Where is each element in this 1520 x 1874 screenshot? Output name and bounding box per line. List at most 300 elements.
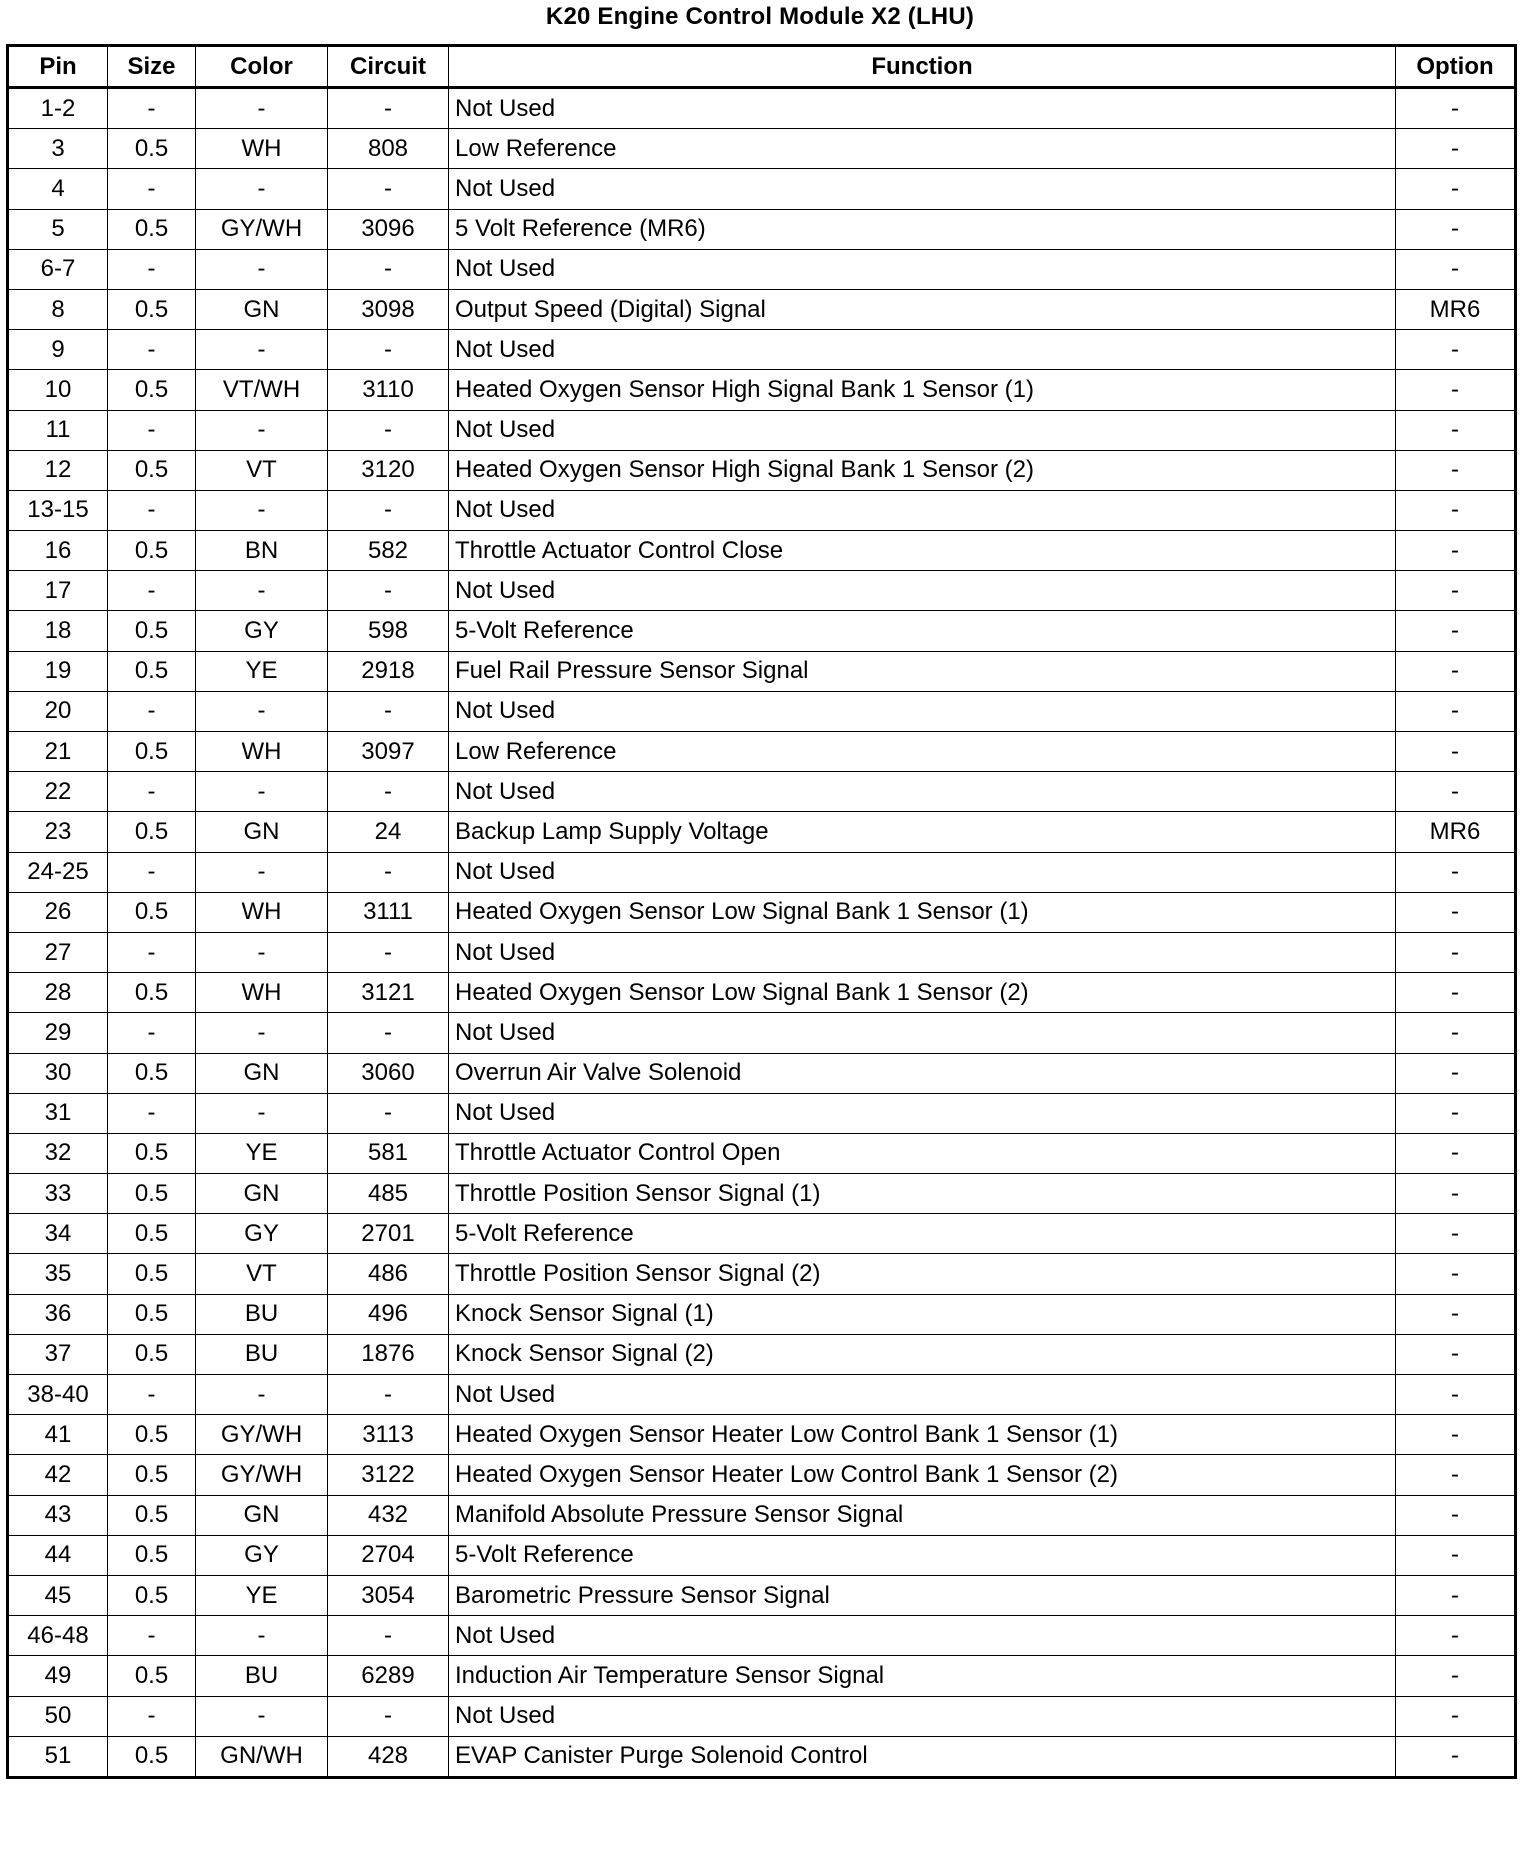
column-header-circuit: Circuit — [328, 46, 449, 88]
cell-size: 0.5 — [108, 1334, 196, 1374]
cell-pin: 28 — [8, 973, 108, 1013]
cell-option: - — [1396, 88, 1516, 129]
cell-circuit: - — [328, 852, 449, 892]
cell-pin: 4 — [8, 169, 108, 209]
cell-circuit: 2701 — [328, 1214, 449, 1254]
cell-circuit: 581 — [328, 1133, 449, 1173]
cell-circuit: 3122 — [328, 1455, 449, 1495]
cell-function: Heated Oxygen Sensor Low Signal Bank 1 Sensor (1) — [449, 892, 1396, 932]
cell-circuit: 3110 — [328, 370, 449, 410]
cell-color: GY — [196, 1535, 328, 1575]
cell-pin: 3 — [8, 129, 108, 169]
cell-size: 0.5 — [108, 651, 196, 691]
cell-size: 0.5 — [108, 1415, 196, 1455]
cell-pin: 31 — [8, 1093, 108, 1133]
cell-function: Not Used — [449, 88, 1396, 129]
cell-color: VT/WH — [196, 370, 328, 410]
cell-circuit: 3121 — [328, 973, 449, 1013]
cell-function: Throttle Position Sensor Signal (2) — [449, 1254, 1396, 1294]
cell-circuit: - — [328, 1375, 449, 1415]
table-row — [8, 1656, 1516, 1696]
table-header-row — [8, 46, 1516, 88]
table-row — [8, 892, 1516, 932]
cell-size: 0.5 — [108, 209, 196, 249]
table-row — [8, 1495, 1516, 1535]
cell-size: 0.5 — [108, 370, 196, 410]
cell-pin: 1-2 — [8, 88, 108, 129]
cell-function: Not Used — [449, 1616, 1396, 1656]
cell-function: Not Used — [449, 330, 1396, 370]
table-row — [8, 88, 1516, 129]
table-row — [8, 1254, 1516, 1294]
table-row — [8, 1053, 1516, 1093]
cell-color: GY/WH — [196, 1455, 328, 1495]
cell-color: GN — [196, 812, 328, 852]
cell-circuit: - — [328, 1013, 449, 1053]
table-row — [8, 812, 1516, 852]
cell-pin: 36 — [8, 1294, 108, 1334]
cell-function: Knock Sensor Signal (1) — [449, 1294, 1396, 1334]
cell-size: - — [108, 490, 196, 530]
cell-circuit: 3054 — [328, 1575, 449, 1615]
cell-function: Not Used — [449, 249, 1396, 289]
cell-color: BN — [196, 531, 328, 571]
table-row — [8, 611, 1516, 651]
table-row — [8, 330, 1516, 370]
cell-size: 0.5 — [108, 1254, 196, 1294]
table-row — [8, 571, 1516, 611]
cell-size: - — [108, 88, 196, 129]
cell-circuit: 24 — [328, 812, 449, 852]
cell-pin: 38-40 — [8, 1375, 108, 1415]
cell-option: MR6 — [1396, 289, 1516, 329]
cell-size: - — [108, 1013, 196, 1053]
cell-color: WH — [196, 732, 328, 772]
cell-pin: 19 — [8, 651, 108, 691]
cell-option: - — [1396, 852, 1516, 892]
cell-pin: 9 — [8, 330, 108, 370]
cell-size: 0.5 — [108, 1174, 196, 1214]
cell-function: Not Used — [449, 1696, 1396, 1736]
cell-size: - — [108, 1696, 196, 1736]
cell-size: 0.5 — [108, 1455, 196, 1495]
cell-color: YE — [196, 1575, 328, 1615]
cell-circuit: 3097 — [328, 732, 449, 772]
cell-pin: 44 — [8, 1535, 108, 1575]
cell-color: GY — [196, 611, 328, 651]
cell-circuit: - — [328, 410, 449, 450]
cell-pin: 5 — [8, 209, 108, 249]
cell-size: 0.5 — [108, 1133, 196, 1173]
cell-option: - — [1396, 611, 1516, 651]
column-header-option: Option — [1396, 46, 1516, 88]
table-row — [8, 651, 1516, 691]
cell-color: - — [196, 1093, 328, 1133]
cell-option: - — [1396, 1375, 1516, 1415]
table-row — [8, 973, 1516, 1013]
cell-function: EVAP Canister Purge Solenoid Control — [449, 1736, 1396, 1777]
cell-pin: 8 — [8, 289, 108, 329]
cell-size: - — [108, 1616, 196, 1656]
cell-color: - — [196, 249, 328, 289]
table-row — [8, 932, 1516, 972]
cell-size: - — [108, 249, 196, 289]
cell-size: - — [108, 330, 196, 370]
table-row — [8, 1415, 1516, 1455]
cell-function: Not Used — [449, 691, 1396, 731]
column-header-color: Color — [196, 46, 328, 88]
table-row — [8, 1133, 1516, 1173]
cell-function: 5-Volt Reference — [449, 1214, 1396, 1254]
cell-option: - — [1396, 1455, 1516, 1495]
cell-circuit: 1876 — [328, 1334, 449, 1374]
cell-size: - — [108, 571, 196, 611]
cell-circuit: 3098 — [328, 289, 449, 329]
cell-pin: 51 — [8, 1736, 108, 1777]
table-row — [8, 289, 1516, 329]
cell-pin: 30 — [8, 1053, 108, 1093]
cell-option: MR6 — [1396, 812, 1516, 852]
cell-function: Barometric Pressure Sensor Signal — [449, 1575, 1396, 1615]
cell-option: - — [1396, 1214, 1516, 1254]
cell-pin: 20 — [8, 691, 108, 731]
table-row — [8, 1214, 1516, 1254]
table-row — [8, 370, 1516, 410]
cell-circuit: 3060 — [328, 1053, 449, 1093]
cell-function: Heated Oxygen Sensor Heater Low Control Bank 1 Sensor (1) — [449, 1415, 1396, 1455]
cell-circuit: - — [328, 88, 449, 129]
cell-option: - — [1396, 932, 1516, 972]
cell-size: 0.5 — [108, 129, 196, 169]
cell-function: Throttle Actuator Control Open — [449, 1133, 1396, 1173]
cell-color: GN — [196, 1495, 328, 1535]
cell-option: - — [1396, 1294, 1516, 1334]
table-row — [8, 1174, 1516, 1214]
cell-function: Heated Oxygen Sensor High Signal Bank 1 Sensor (1) — [449, 370, 1396, 410]
table-row — [8, 1616, 1516, 1656]
table-row — [8, 129, 1516, 169]
cell-circuit: - — [328, 932, 449, 972]
cell-pin: 11 — [8, 410, 108, 450]
cell-option: - — [1396, 450, 1516, 490]
table-row — [8, 852, 1516, 892]
cell-option: - — [1396, 1535, 1516, 1575]
cell-option: - — [1396, 370, 1516, 410]
cell-circuit: 2704 — [328, 1535, 449, 1575]
cell-pin: 33 — [8, 1174, 108, 1214]
cell-circuit: 496 — [328, 1294, 449, 1334]
cell-size: 0.5 — [108, 1053, 196, 1093]
cell-pin: 6-7 — [8, 249, 108, 289]
cell-pin: 42 — [8, 1455, 108, 1495]
cell-size: - — [108, 852, 196, 892]
cell-circuit: - — [328, 571, 449, 611]
cell-pin: 21 — [8, 732, 108, 772]
cell-size: - — [108, 169, 196, 209]
cell-color: - — [196, 169, 328, 209]
cell-option: - — [1396, 973, 1516, 1013]
column-header-size: Size — [108, 46, 196, 88]
cell-option: - — [1396, 410, 1516, 450]
cell-function: Manifold Absolute Pressure Sensor Signal — [449, 1495, 1396, 1535]
cell-pin: 29 — [8, 1013, 108, 1053]
cell-circuit: 486 — [328, 1254, 449, 1294]
cell-circuit: 6289 — [328, 1656, 449, 1696]
cell-function: Not Used — [449, 932, 1396, 972]
cell-option: - — [1396, 1013, 1516, 1053]
cell-pin: 24-25 — [8, 852, 108, 892]
cell-size: 0.5 — [108, 531, 196, 571]
cell-circuit: 3096 — [328, 209, 449, 249]
cell-circuit: - — [328, 249, 449, 289]
cell-option: - — [1396, 209, 1516, 249]
cell-color: YE — [196, 651, 328, 691]
cell-circuit: - — [328, 490, 449, 530]
cell-color: VT — [196, 450, 328, 490]
cell-color: GN — [196, 1174, 328, 1214]
cell-option: - — [1396, 892, 1516, 932]
cell-function: Not Used — [449, 410, 1396, 450]
cell-color: WH — [196, 973, 328, 1013]
cell-option: - — [1396, 571, 1516, 611]
cell-option: - — [1396, 129, 1516, 169]
cell-pin: 13-15 — [8, 490, 108, 530]
cell-pin: 10 — [8, 370, 108, 410]
cell-size: 0.5 — [108, 892, 196, 932]
cell-color: GY/WH — [196, 1415, 328, 1455]
cell-circuit: - — [328, 1093, 449, 1133]
cell-size: - — [108, 691, 196, 731]
cell-color: - — [196, 772, 328, 812]
cell-size: 0.5 — [108, 1495, 196, 1535]
cell-color: GY — [196, 1214, 328, 1254]
cell-function: 5 Volt Reference (MR6) — [449, 209, 1396, 249]
table-row — [8, 772, 1516, 812]
cell-circuit: 3120 — [328, 450, 449, 490]
cell-color: - — [196, 571, 328, 611]
cell-pin: 34 — [8, 1214, 108, 1254]
cell-circuit: 582 — [328, 531, 449, 571]
table-row — [8, 1455, 1516, 1495]
cell-color: - — [196, 88, 328, 129]
cell-color: - — [196, 1375, 328, 1415]
cell-option: - — [1396, 1415, 1516, 1455]
cell-pin: 23 — [8, 812, 108, 852]
cell-function: Throttle Actuator Control Close — [449, 531, 1396, 571]
cell-circuit: 2918 — [328, 651, 449, 691]
cell-option: - — [1396, 1133, 1516, 1173]
cell-size: 0.5 — [108, 732, 196, 772]
cell-circuit: 3111 — [328, 892, 449, 932]
table-row — [8, 1736, 1516, 1777]
cell-circuit: - — [328, 1616, 449, 1656]
table-row — [8, 1696, 1516, 1736]
cell-color: BU — [196, 1334, 328, 1374]
cell-circuit: - — [328, 169, 449, 209]
table-row — [8, 732, 1516, 772]
cell-option: - — [1396, 772, 1516, 812]
cell-option: - — [1396, 691, 1516, 731]
cell-circuit: - — [328, 772, 449, 812]
table-body — [8, 88, 1516, 1778]
cell-function: Low Reference — [449, 129, 1396, 169]
table-row — [8, 490, 1516, 530]
cell-size: 0.5 — [108, 973, 196, 1013]
cell-color: - — [196, 330, 328, 370]
cell-color: - — [196, 691, 328, 731]
cell-function: 5-Volt Reference — [449, 1535, 1396, 1575]
cell-option: - — [1396, 1736, 1516, 1777]
cell-color: - — [196, 1013, 328, 1053]
table-row — [8, 1375, 1516, 1415]
cell-pin: 37 — [8, 1334, 108, 1374]
cell-option: - — [1396, 1495, 1516, 1535]
cell-pin: 50 — [8, 1696, 108, 1736]
cell-circuit: 3113 — [328, 1415, 449, 1455]
cell-pin: 16 — [8, 531, 108, 571]
cell-function: Not Used — [449, 1375, 1396, 1415]
cell-color: - — [196, 490, 328, 530]
table-row — [8, 691, 1516, 731]
cell-circuit: 598 — [328, 611, 449, 651]
cell-color: - — [196, 852, 328, 892]
table-row — [8, 1013, 1516, 1053]
cell-option: - — [1396, 1093, 1516, 1133]
table-row — [8, 1334, 1516, 1374]
cell-option: - — [1396, 490, 1516, 530]
cell-option: - — [1396, 1254, 1516, 1294]
cell-size: - — [108, 772, 196, 812]
table-row — [8, 531, 1516, 571]
cell-function: Throttle Position Sensor Signal (1) — [449, 1174, 1396, 1214]
cell-size: 0.5 — [108, 1736, 196, 1777]
table-row — [8, 249, 1516, 289]
cell-size: 0.5 — [108, 1535, 196, 1575]
cell-color: GN — [196, 1053, 328, 1093]
cell-function: Not Used — [449, 852, 1396, 892]
cell-size: - — [108, 932, 196, 972]
cell-pin: 46-48 — [8, 1616, 108, 1656]
cell-option: - — [1396, 1174, 1516, 1214]
cell-pin: 49 — [8, 1656, 108, 1696]
cell-pin: 27 — [8, 932, 108, 972]
cell-option: - — [1396, 531, 1516, 571]
cell-pin: 35 — [8, 1254, 108, 1294]
cell-circuit: 485 — [328, 1174, 449, 1214]
cell-function: Not Used — [449, 1093, 1396, 1133]
cell-pin: 41 — [8, 1415, 108, 1455]
cell-function: Not Used — [449, 169, 1396, 209]
cell-function: Knock Sensor Signal (2) — [449, 1334, 1396, 1374]
cell-function: Heated Oxygen Sensor Low Signal Bank 1 Sensor (2) — [449, 973, 1396, 1013]
cell-color: - — [196, 1616, 328, 1656]
cell-pin: 26 — [8, 892, 108, 932]
cell-option: - — [1396, 1575, 1516, 1615]
cell-function: Not Used — [449, 571, 1396, 611]
table-row — [8, 450, 1516, 490]
column-header-function: Function — [449, 46, 1396, 88]
cell-function: Heated Oxygen Sensor Heater Low Control Bank 1 Sensor (2) — [449, 1455, 1396, 1495]
pinout-table — [6, 44, 1517, 1779]
table-row — [8, 1093, 1516, 1133]
cell-option: - — [1396, 330, 1516, 370]
cell-color: YE — [196, 1133, 328, 1173]
cell-function: Induction Air Temperature Sensor Signal — [449, 1656, 1396, 1696]
cell-size: - — [108, 410, 196, 450]
cell-color: BU — [196, 1294, 328, 1334]
cell-size: 0.5 — [108, 1294, 196, 1334]
cell-circuit: - — [328, 1696, 449, 1736]
table-row — [8, 1294, 1516, 1334]
cell-function: Low Reference — [449, 732, 1396, 772]
cell-function: 5-Volt Reference — [449, 611, 1396, 651]
cell-color: GN — [196, 289, 328, 329]
cell-color: - — [196, 1696, 328, 1736]
table-row — [8, 1575, 1516, 1615]
table-row — [8, 169, 1516, 209]
cell-option: - — [1396, 1334, 1516, 1374]
cell-option: - — [1396, 1696, 1516, 1736]
cell-color: - — [196, 410, 328, 450]
cell-size: 0.5 — [108, 812, 196, 852]
cell-option: - — [1396, 169, 1516, 209]
cell-pin: 32 — [8, 1133, 108, 1173]
cell-pin: 18 — [8, 611, 108, 651]
cell-circuit: 432 — [328, 1495, 449, 1535]
cell-size: 0.5 — [108, 1656, 196, 1696]
cell-circuit: - — [328, 330, 449, 370]
cell-color: GN/WH — [196, 1736, 328, 1777]
cell-option: - — [1396, 651, 1516, 691]
cell-size: - — [108, 1093, 196, 1133]
cell-pin: 17 — [8, 571, 108, 611]
cell-pin: 22 — [8, 772, 108, 812]
cell-option: - — [1396, 1616, 1516, 1656]
page-title: K20 Engine Control Module X2 (LHU) — [545, 3, 975, 30]
cell-pin: 43 — [8, 1495, 108, 1535]
table-row — [8, 410, 1516, 450]
cell-size: 0.5 — [108, 1575, 196, 1615]
cell-size: 0.5 — [108, 1214, 196, 1254]
cell-function: Backup Lamp Supply Voltage — [449, 812, 1396, 852]
cell-function: Overrun Air Valve Solenoid — [449, 1053, 1396, 1093]
cell-color: WH — [196, 892, 328, 932]
cell-color: WH — [196, 129, 328, 169]
cell-circuit: - — [328, 691, 449, 731]
cell-color: GY/WH — [196, 209, 328, 249]
cell-size: 0.5 — [108, 289, 196, 329]
cell-size: 0.5 — [108, 450, 196, 490]
table-row — [8, 209, 1516, 249]
cell-pin: 45 — [8, 1575, 108, 1615]
cell-option: - — [1396, 1053, 1516, 1093]
cell-pin: 12 — [8, 450, 108, 490]
cell-function: Not Used — [449, 490, 1396, 530]
cell-size: - — [108, 1375, 196, 1415]
cell-function: Output Speed (Digital) Signal — [449, 289, 1396, 329]
cell-function: Fuel Rail Pressure Sensor Signal — [449, 651, 1396, 691]
cell-color: VT — [196, 1254, 328, 1294]
cell-circuit: 808 — [328, 129, 449, 169]
cell-size: 0.5 — [108, 611, 196, 651]
cell-option: - — [1396, 1656, 1516, 1696]
column-header-pin: Pin — [8, 46, 108, 88]
cell-color: - — [196, 932, 328, 972]
cell-function: Not Used — [449, 772, 1396, 812]
table-row — [8, 1535, 1516, 1575]
cell-function: Not Used — [449, 1013, 1396, 1053]
cell-circuit: 428 — [328, 1736, 449, 1777]
